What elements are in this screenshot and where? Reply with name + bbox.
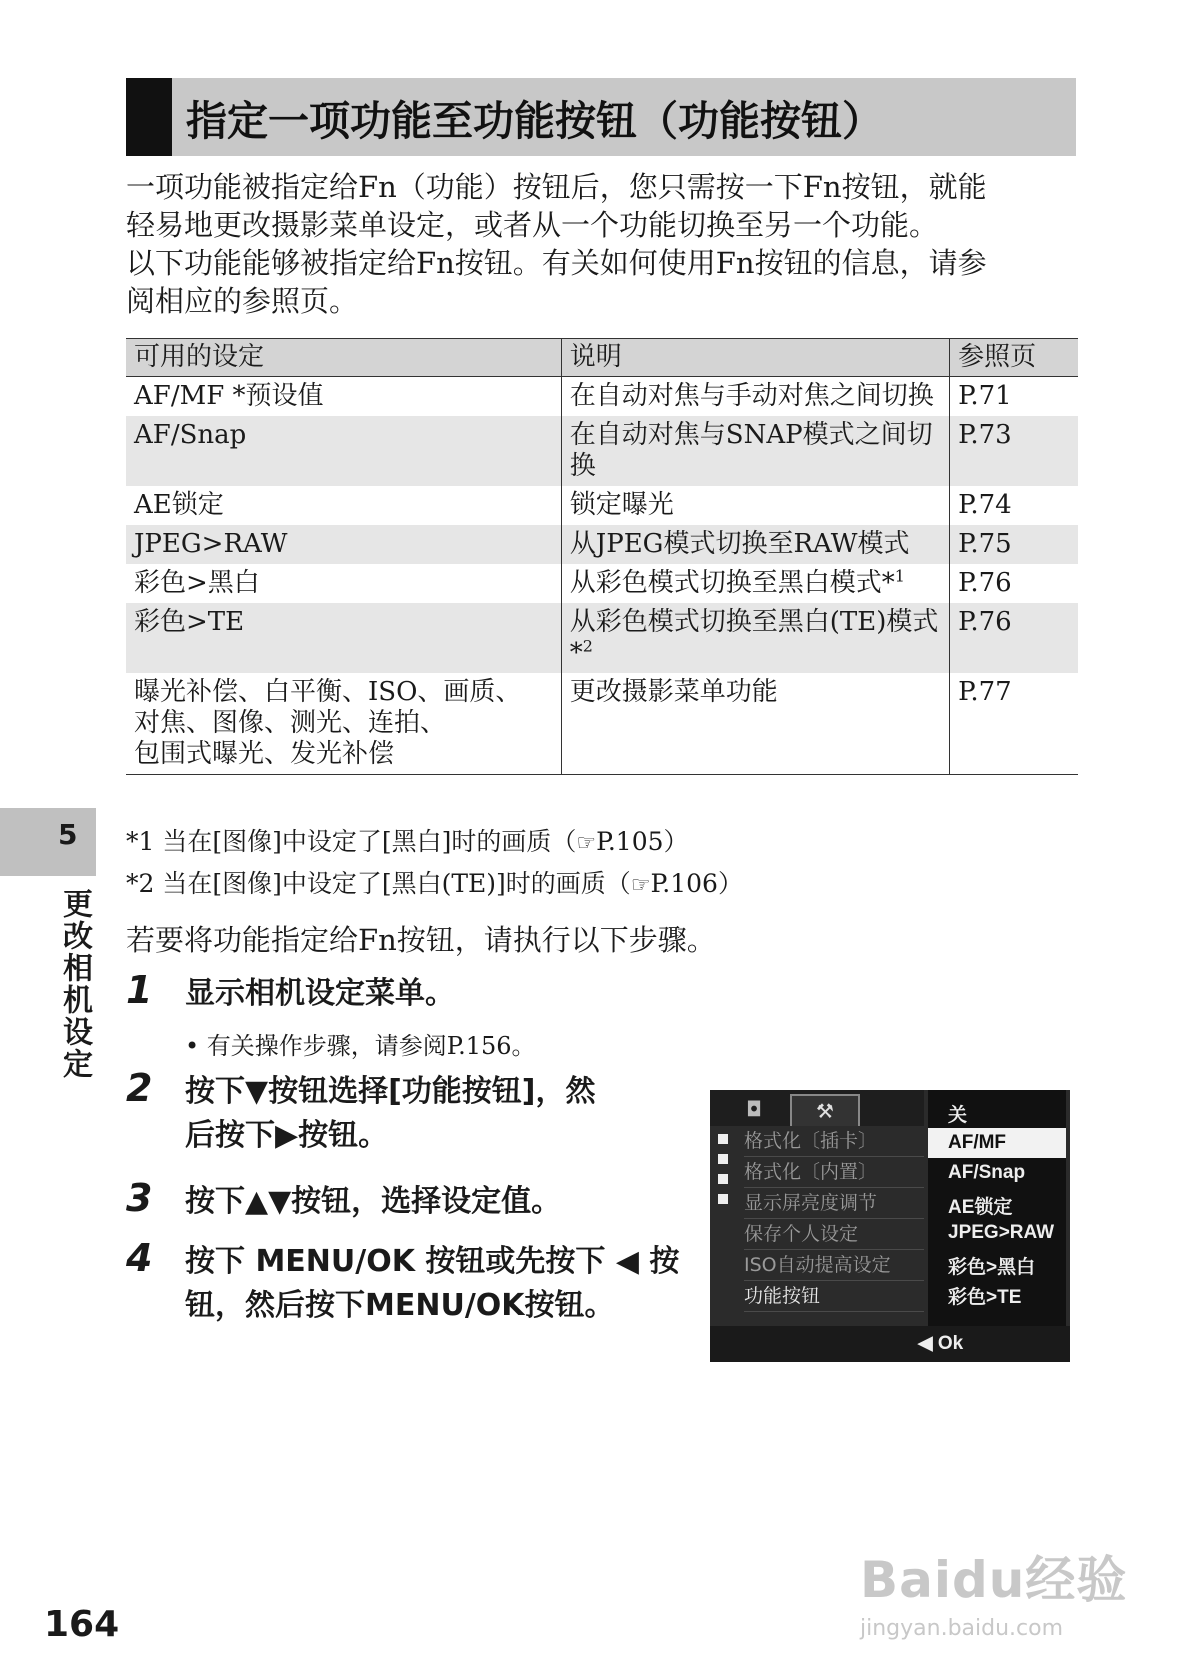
chapter-label: 更改相机设定 (57, 888, 92, 1080)
cell-desc: 从JPEG模式切换至RAW模式 (561, 525, 949, 564)
step-text: 显示相机设定菜单。 (185, 976, 455, 1011)
cell-setting: AF/Snap (126, 416, 561, 486)
intro-line: 一项功能被指定给Fn（功能）按钮后，您只需按一下Fn按钮，就能 (126, 170, 987, 204)
header-page: 参照页 (950, 339, 1078, 377)
cell-desc (561, 564, 949, 603)
section-title-bar (126, 78, 1076, 156)
camera-option: AE锁定 (948, 1197, 1013, 1218)
camera-ok-hint: ◀ Ok (918, 1333, 964, 1354)
footnote-1 (126, 822, 743, 864)
scroll-indicator-icon (718, 1154, 728, 1164)
footnote-ref: 1 (894, 566, 905, 586)
camera-option-selected: AF/MF (928, 1128, 1066, 1158)
step-number: 3 (126, 1176, 153, 1220)
cell-desc: 更改摄影菜单功能 (561, 673, 949, 775)
cell-desc: 在自动对焦与手动对焦之间切换 (561, 377, 949, 417)
footnotes (126, 822, 743, 906)
title-marker (126, 78, 172, 156)
cell-setting (126, 673, 561, 775)
watermark-logo: Baidu经验 (860, 1551, 1128, 1609)
step-text (185, 1070, 596, 1158)
camera-icon: ◘ (746, 1097, 762, 1121)
cell-setting: 彩色>黑白 (134, 568, 260, 598)
page-number: 164 (44, 1604, 120, 1645)
table-row (126, 564, 1078, 603)
wrench-icon: ⚒ (790, 1094, 860, 1126)
cell-desc: 在自动对焦与SNAP模式之间切换 (561, 416, 949, 486)
cell-page: P.76 (950, 564, 1078, 603)
step-number: 1 (126, 968, 153, 1012)
camera-menu-item: ISO自动提高设定 (744, 1250, 924, 1281)
step-text: 按下▲▼按钮，选择设定值。 (185, 1184, 562, 1219)
camera-option: 关 (948, 1105, 968, 1126)
step-number: 4 (126, 1236, 153, 1280)
step-line: 按下 MENU/OK 按钮或先按下 ◀ 按 (185, 1244, 680, 1279)
cell-page: P.73 (950, 416, 1078, 486)
footnote-mark: *1 (126, 827, 155, 856)
step-number: 2 (126, 1066, 153, 1110)
desc-text: 从彩色模式切换至黑白(TE)模式* (569, 607, 939, 668)
table-row (126, 416, 1078, 486)
page-title: 指定一项功能至功能按钮（功能按钮） (186, 97, 883, 145)
camera-menu-list (710, 1126, 924, 1326)
footnote-ref: 2 (582, 636, 593, 656)
scroll-indicator-icon (718, 1194, 728, 1204)
header-desc: 说明 (561, 339, 949, 377)
step-line: 钮，然后按下MENU/OK按钮。 (185, 1288, 615, 1323)
camera-menu-item: 显示屏亮度调节 (744, 1188, 924, 1219)
setting-line: 对焦、图像、测光、连拍、 (134, 708, 447, 738)
step-line: 按下▼按钮选择[功能按钮]，然 (185, 1074, 596, 1109)
scroll-indicator-icon (718, 1134, 728, 1144)
camera-menu-item: 格式化〔内置〕 (744, 1157, 924, 1188)
camera-menu-item-selected: 功能按钮 (744, 1281, 924, 1312)
header-setting: 可用的设定 (126, 339, 561, 377)
camera-menu-item: 格式化〔插卡〕 (744, 1126, 924, 1157)
footnote-text: 当在[图像]中设定了[黑白]时的画质（ (162, 827, 577, 856)
cell-page: P.74 (950, 486, 1078, 525)
cell-setting: JPEG>RAW (126, 525, 561, 564)
reference-hand-icon: ☞ (576, 831, 597, 856)
footnote-mark: *2 (126, 869, 155, 898)
chapter-tab (0, 808, 96, 876)
cell-page: P.76 (950, 603, 1078, 673)
scroll-indicator-icon (718, 1174, 728, 1184)
table-row (126, 486, 1078, 525)
camera-option-list (928, 1090, 1066, 1326)
step-text (185, 1240, 679, 1328)
watermark (860, 1540, 1127, 1641)
function-table (126, 338, 1078, 775)
chapter-number: 5 (58, 818, 78, 851)
reference-hand-icon: ☞ (630, 873, 651, 898)
table-row (126, 525, 1078, 564)
cell-page: P.77 (950, 673, 1078, 775)
cell-setting: AF/MF *预设值 (134, 381, 324, 411)
cell-page: P.71 (950, 377, 1078, 417)
cell-page: P.75 (950, 525, 1078, 564)
table-row (126, 673, 1078, 775)
cell-setting: AE锁定 (134, 490, 224, 520)
cell-desc: 锁定曝光 (561, 486, 949, 525)
step-line: 后按下▶按钮。 (185, 1118, 389, 1153)
setting-line: 曝光补偿、白平衡、ISO、画质、 (134, 677, 522, 707)
intro-text (126, 168, 1086, 320)
intro-line: 以下功能能够被指定给Fn按钮。有关如何使用Fn按钮的信息，请参 (126, 246, 987, 280)
steps-intro: 若要将功能指定给Fn按钮，请执行以下步骤。 (126, 923, 716, 957)
intro-line: 轻易地更改摄影菜单设定，或者从一个功能切换至另一个功能。 (126, 208, 939, 242)
camera-bottom-bar (710, 1326, 1070, 1362)
cell-desc (561, 603, 949, 673)
watermark-url: jingyan.baidu.com (860, 1616, 1064, 1641)
camera-option: JPEG>RAW (948, 1222, 1055, 1243)
footnote-ref-page: P.105） (596, 827, 689, 856)
camera-option: AF/Snap (948, 1162, 1026, 1183)
camera-menu-screen (710, 1090, 1070, 1362)
footnote-text: 当在[图像]中设定了[黑白(TE)]时的画质（ (162, 869, 631, 898)
table-row (126, 377, 1078, 417)
camera-option: 彩色>黑白 (948, 1257, 1036, 1278)
table-header (126, 339, 1078, 377)
footnote-2 (126, 864, 743, 906)
camera-option: 彩色>TE (948, 1287, 1022, 1308)
step-bullet: • 有关操作步骤，请参阅P.156。 (185, 1032, 536, 1060)
cell-setting: 彩色>TE (126, 603, 561, 673)
table-row (126, 603, 1078, 673)
camera-menu-tabs (710, 1090, 924, 1126)
desc-text: 从彩色模式切换至黑白模式* (569, 568, 895, 598)
intro-line: 阅相应的参照页。 (126, 284, 359, 318)
footnote-ref-page: P.106） (650, 869, 743, 898)
camera-menu-item: 保存个人设定 (744, 1219, 924, 1250)
setting-line: 包围式曝光、发光补偿 (134, 739, 395, 769)
